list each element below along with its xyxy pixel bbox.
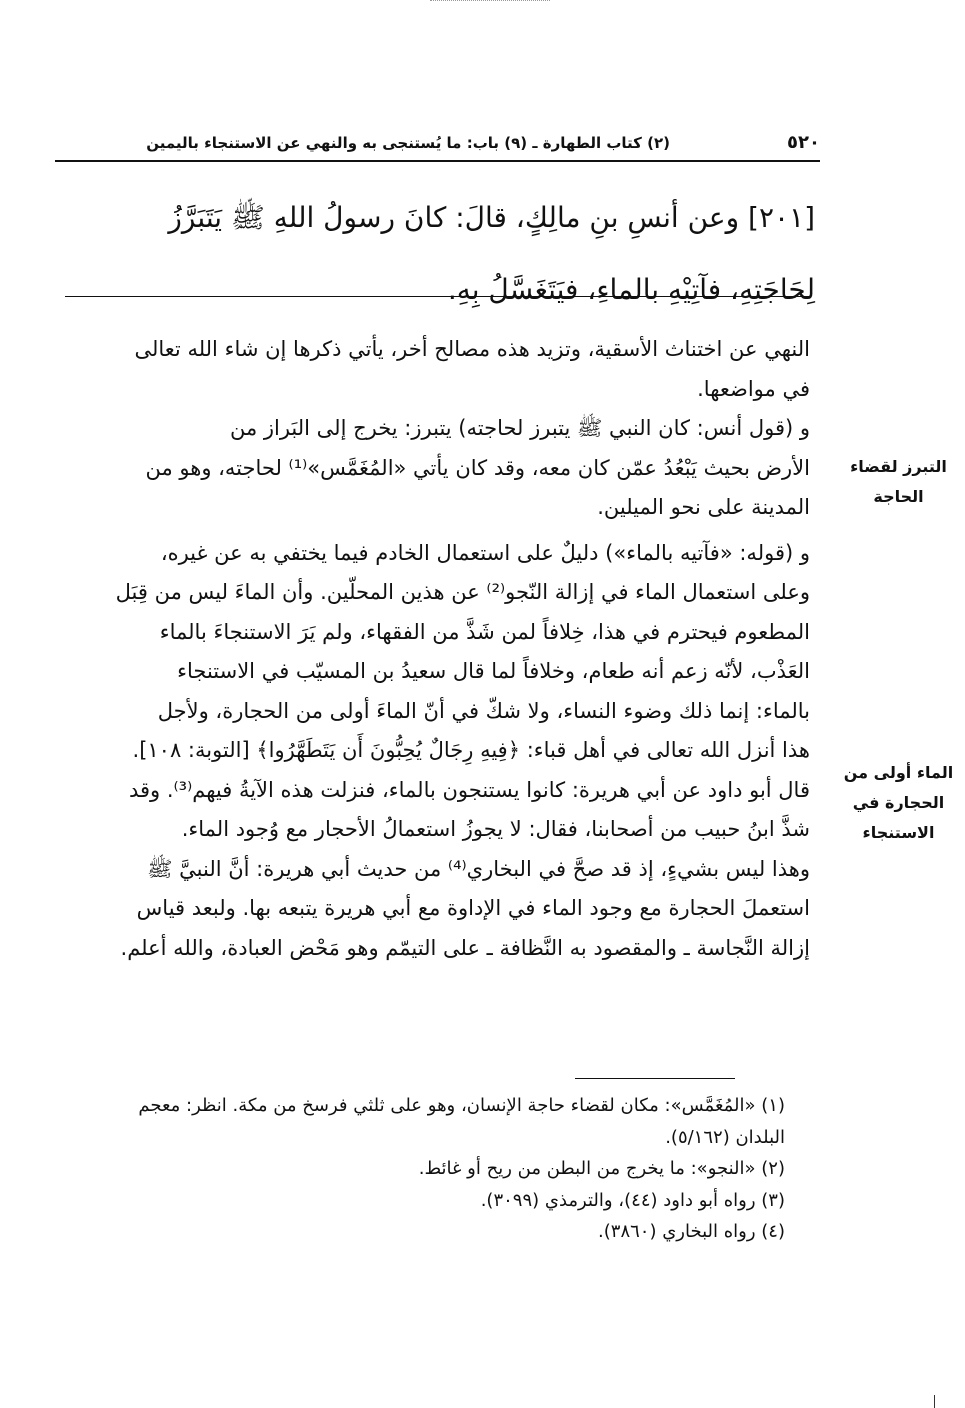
hadith-text	[70, 182, 815, 326]
commentary-line: وعلى استعمال الماء في إزالة النّجو⁽²⁾ عن هذين المحلّين. وأن الماءَ ليس من قِبَل	[115, 580, 810, 604]
margin-note: التبرز لقضاء الحاجة	[850, 457, 947, 506]
running-title: (٢) كتاب الطهارة ـ (٩) باب: ما يُستنجى به والنهي عن الاستنجاء باليمين	[146, 134, 670, 152]
scan-mark	[934, 1395, 935, 1408]
footnote-line: (٣) رواه أبو داود (٤٤)، والترمذي (٣٠٩٩).	[480, 1189, 785, 1211]
hadith-separator	[65, 296, 810, 297]
commentary-line: قال أبو داود عن أبي هريرة: كانوا يستنجون بالماء، فنزلت هذه الآيةُ فيهم⁽³⁾. وقد	[128, 777, 810, 802]
footnote-line: (٤) رواه البخاري (٣٨٦٠).	[598, 1221, 785, 1242]
scan-mark	[430, 0, 550, 5]
commentary-line: هذا أنزل الله تعالى في أهل قباء: ﴿فِيهِ رِجَالٌ يُحِبُّونَ أَن يَتَطَهَّرُوا﴾ [التوبة: ١٠٨].	[132, 738, 810, 762]
margin-note: الماء أولى من الحجارة في الاستنجاء	[843, 763, 954, 842]
commentary-line: استعملَ الحجارة مع وجود الماء في الإداوة مع أبي هريرة يتبعه بها. ولبعد قياس	[136, 896, 810, 920]
hadith-line: [٢٠١] وعن أنسِ بنِ مالِكٍ، قالَ: كانَ رسولُ اللهِ ﷺ يَتَبَرَّزُ	[168, 201, 815, 234]
header-rule	[55, 160, 820, 162]
commentary-line: العَذْب، لأنّه زعم أنه طعام، وخلافاً لما قال سعيدُ بن المسيّب في الاستنجاء	[177, 659, 810, 683]
commentary-line: بالماء: إنما ذلك وضوء النساء، ولا شكّ في أنّ الماءَ أولى من الحجارة، ولأجل	[157, 698, 810, 723]
commentary-line: النهي عن اختناث الأسقية، وتزيد هذه مصالح أخر، يأتي ذكرها إن شاء الله تعالى	[134, 337, 810, 361]
commentary-line: إزالة النَّجاسة ـ والمقصود به النَّظافة ـ على التيمّم وهو مَحْض العبادة، والله أعلم.	[120, 935, 810, 960]
commentary-line: و (قوله: «فآتيه بالماء») دليلٌ على استعمال الخادم فيما يختفي به عن غيره،	[160, 540, 810, 565]
commentary-line: و (قول أنس: كان النبي ﷺ يتبرز لحاجته) يتبرز: يخرج إلى البَراز من	[229, 416, 810, 440]
commentary-line: شذَّ ابنُ حبيب من أصحابنا، فقال: لا يجوزُ استعمالُ الأحجار مع وُجود الماء.	[181, 817, 810, 841]
footnote-separator	[575, 1078, 735, 1079]
page-number: ٥٢٠	[787, 132, 820, 153]
footnotes	[30, 1090, 785, 1248]
commentary-line: الأرض بحيث يَبْعُدُ عمّن كان معه، وقد كان يأتي «المُغَمَّس»⁽¹⁾ لحاجته، وهو من	[145, 455, 810, 480]
commentary-line: المطعوم فيحترم في هذا، خِلافاً لمن شَذَّ من الفقهاء، ولم يَرَ الاستنجاءَ بالماء	[159, 619, 810, 644]
commentary-line: المدينة على نحو الميلين.	[597, 495, 810, 519]
commentary-line: في مواضعها.	[697, 376, 810, 401]
page-header	[55, 132, 820, 158]
footnote-line: (١) «المُغَمَّس»: مكان لقضاء حاجة الإنسان، وهو على ثلثي فرسخ من مكة. انظر: معجم	[138, 1095, 785, 1116]
footnote-line: البلدان (٥/١٦٢).	[665, 1126, 785, 1148]
hadith-line: لِحَاجَتِهِ، فآتِيْهِ بالماءِ، فيَتَغَسَّلُ بِهِ.	[447, 273, 815, 306]
commentary-line: وهذا ليس بشيءٍ، إذ قد صحَّ في البخاري⁽⁴⁾ من حديث أبي هريرة: أنَّ النبيَّ ﷺ	[147, 856, 810, 881]
commentary-text	[40, 330, 810, 968]
footnote-line: (٢) «النجو»: ما يخرج من البطن من ريح أو غائط.	[418, 1158, 785, 1179]
